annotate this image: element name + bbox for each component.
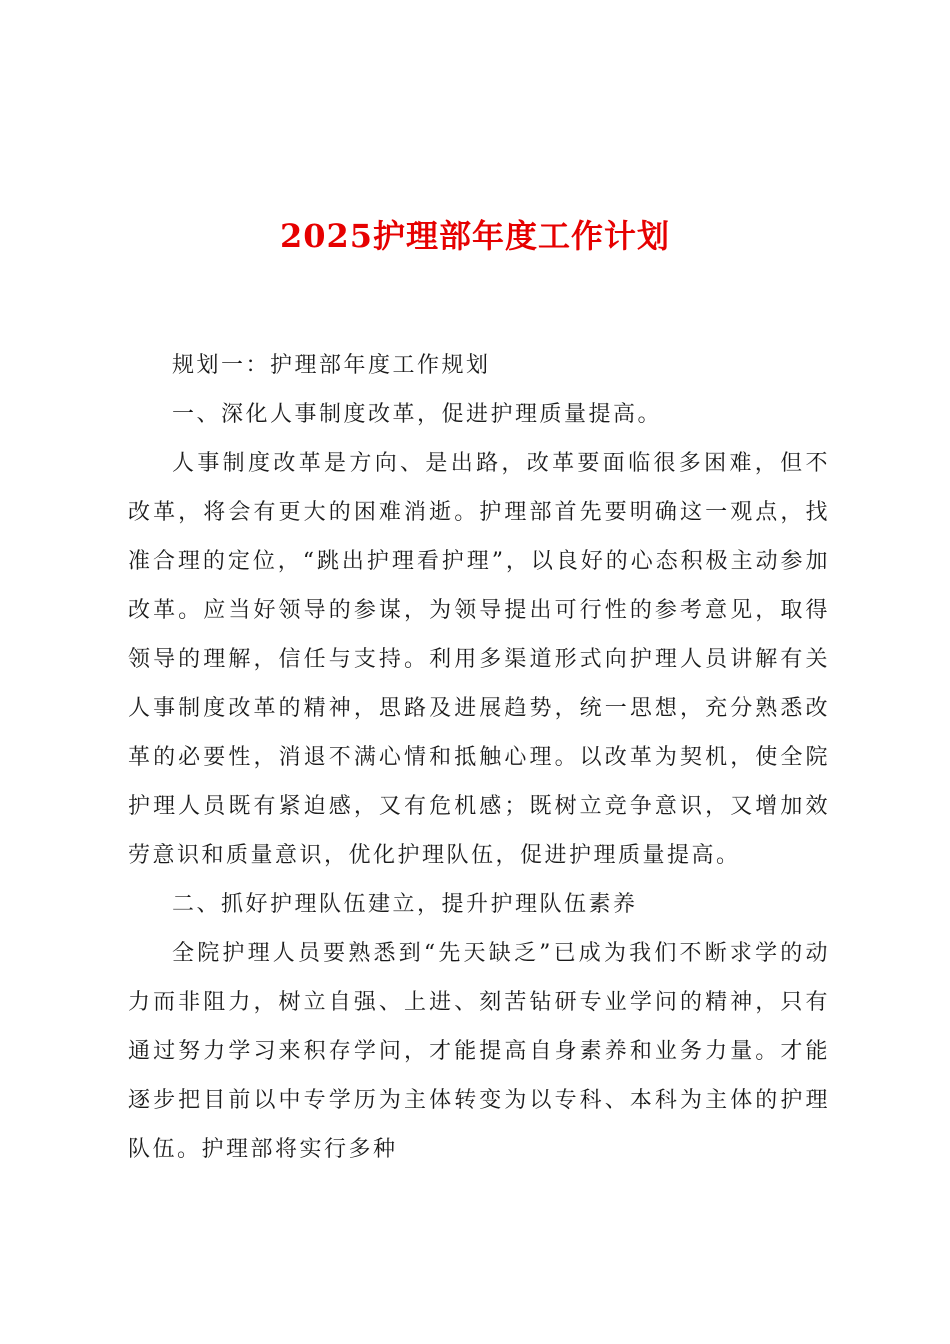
- body-paragraph: 全院护理人员要熟悉到“先天缺乏”已成为我们不断求学的动力而非阻力，树立自强、上进、刻苦钻研专业学问的精神，只有通过努力学习来积存学问，才能提高自身素养和业务力量。才能逐步把目前以中专学历为主体转变为以专科、本科为主体的护理队伍。护理部将实行多种: [128, 941, 830, 1162]
- document-body: [128, 341, 830, 1174]
- document-title: 2025护理部年度工作计划: [279, 217, 671, 255]
- body-paragraph: 人事制度改革是方向、是出路，改革要面临很多困难，但不改革，将会有更大的困难消逝。护理部首先要明确这一观点，找准合理的定位，“跳出护理看护理”，以良好的心态积极主动参加改革。应当好领导的参谋，为领导提出可行性的参考意见，取得领导的理解，信任与支持。利用多渠道形式向护理人员讲解有关人事制度改革的精神，思路及进展趋势，统一思想，充分熟悉改革的必要性，消退不满心情和抵触心理。以改革为契机，使全院护理人员既有紧迫感，又有危机感；既树立竞争意识，又增加效劳意识和质量意识，优化护理队伍，促进护理质量提高。: [128, 451, 830, 868]
- subsection-heading: 一、深化人事制度改革，促进护理质量提高。: [172, 402, 663, 427]
- subsection-heading: 二、抓好护理队伍建立，提升护理队伍素养: [172, 892, 638, 917]
- section-heading: 规划一：护理部年度工作规划: [172, 353, 491, 378]
